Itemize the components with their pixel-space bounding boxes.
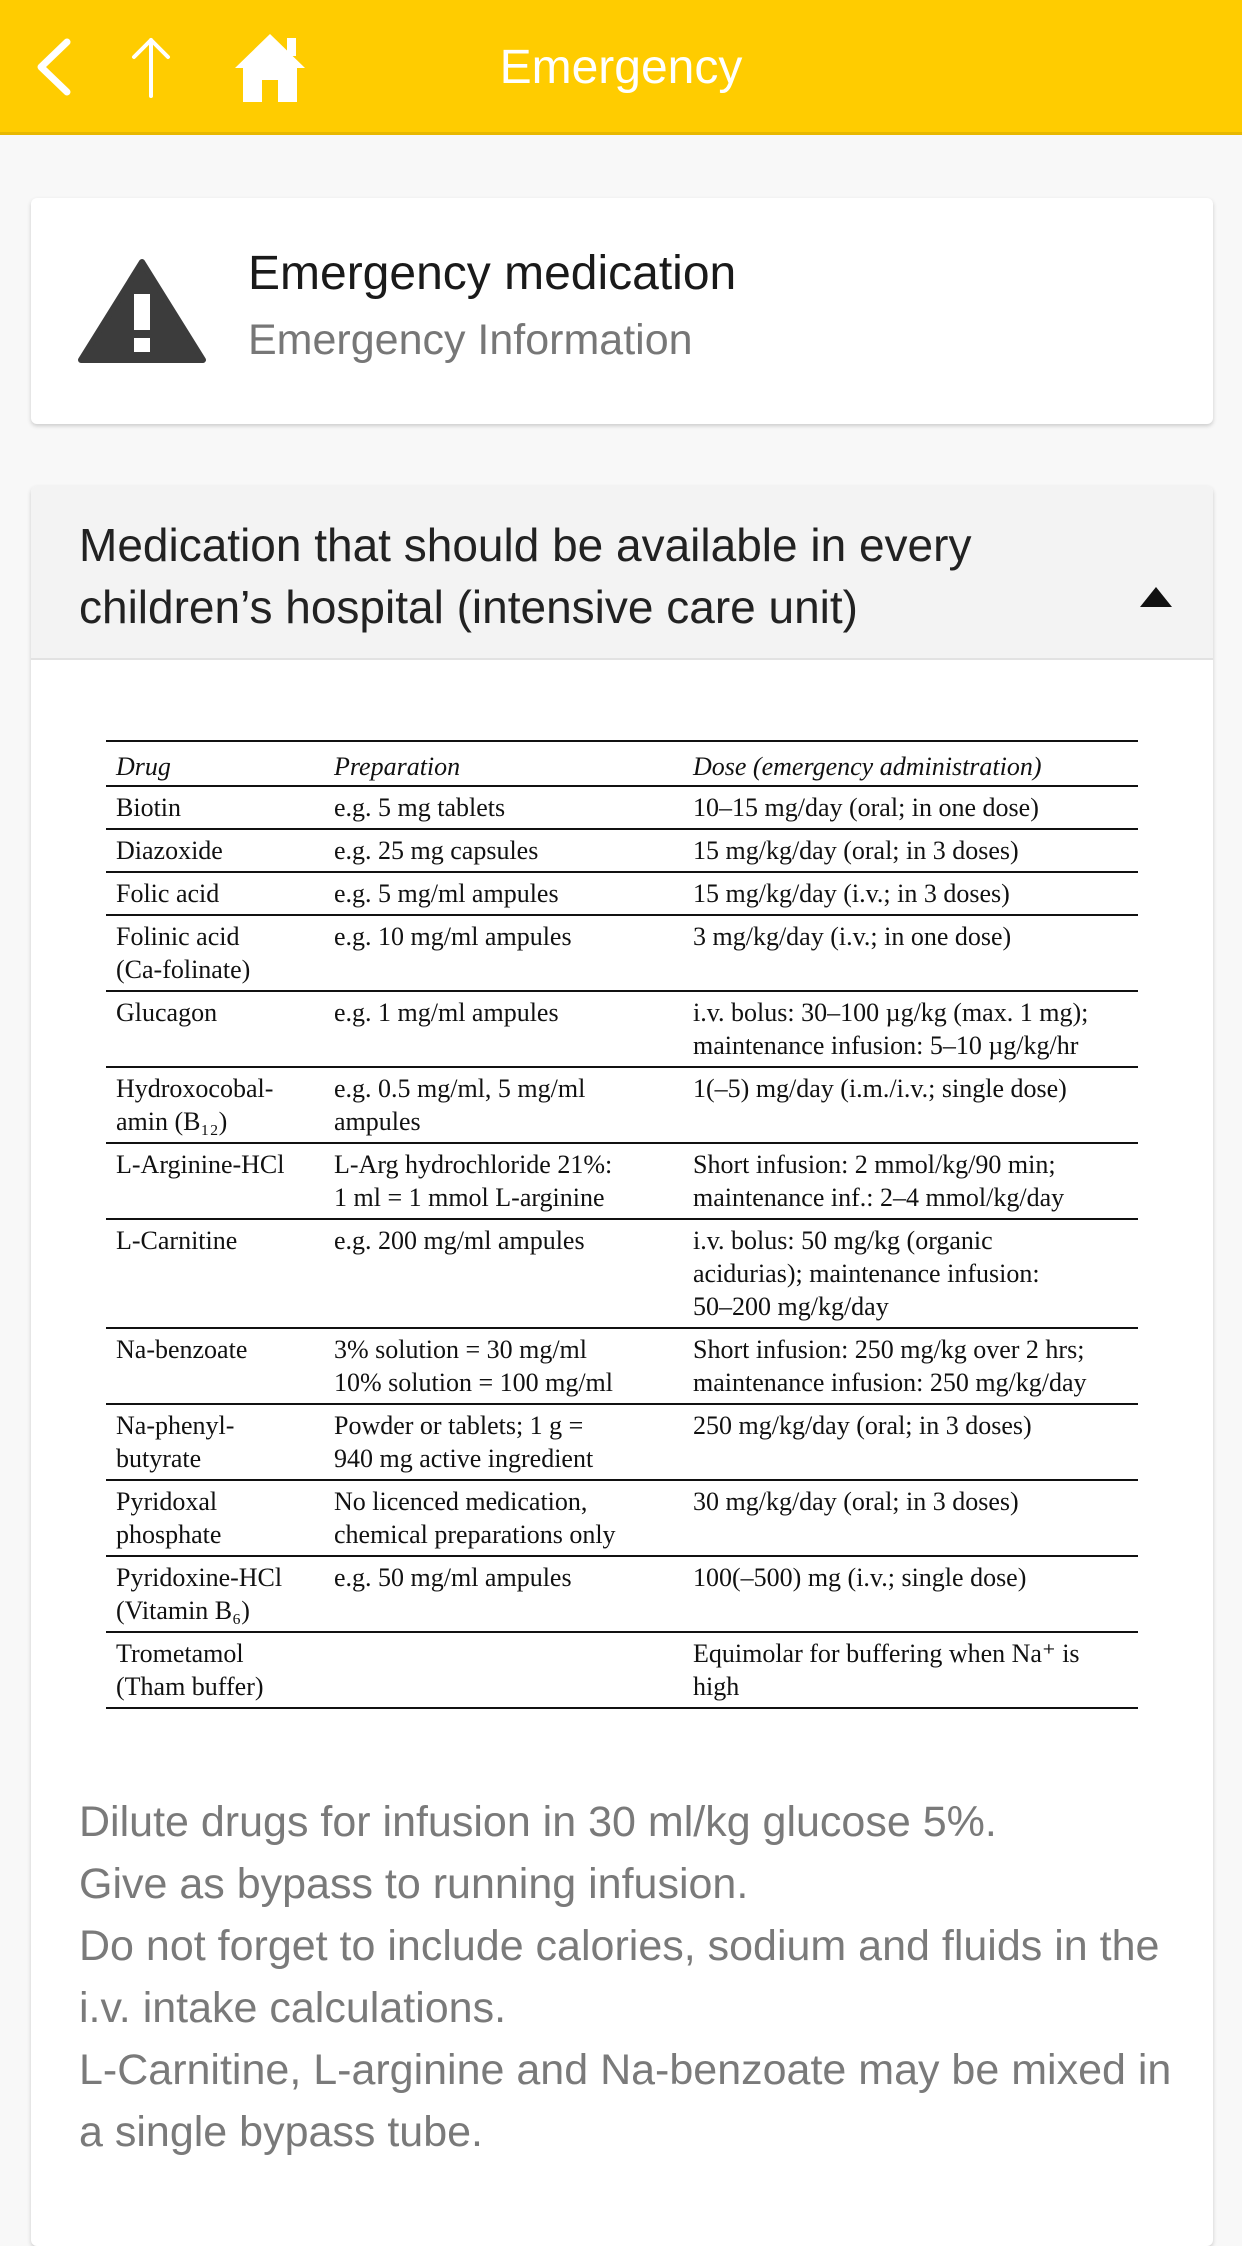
dose-cell: Equimolar for buffering when Na⁺ is high <box>693 1639 1080 1701</box>
preparation-cell: e.g. 5 mg tablets <box>324 786 683 829</box>
table-row <box>106 991 1138 1067</box>
dose-cell: 10–15 mg/day (oral; in one dose) <box>683 786 1138 829</box>
arrow-up-icon <box>126 34 176 100</box>
drug-cell: Na-phenyl- butyrate <box>106 1404 324 1480</box>
infusion-notes <box>79 1791 1179 2163</box>
table-row <box>106 1219 1138 1328</box>
card-title: Emergency medication <box>248 247 737 300</box>
drug-cell: L-Carnitine <box>106 1219 324 1328</box>
page-title: Emergency <box>499 41 743 94</box>
table-row <box>106 1480 1138 1556</box>
table-row <box>106 786 1138 829</box>
preparation-cell <box>324 1632 683 1708</box>
note-line: Do not forget to include calories, sodium and fluids in the i.v. intake calculations. <box>79 1922 1160 2032</box>
note-line: Dilute drugs for infusion in 30 ml/kg glucose 5%. <box>79 1798 997 1846</box>
drug-cell: Folic acid <box>106 872 324 915</box>
card-subtitle: Emergency Information <box>248 316 693 364</box>
table-row <box>106 1404 1138 1480</box>
preparation-cell: No licenced medication, chemical preparations only <box>324 1480 683 1556</box>
preparation-cell: e.g. 25 mg capsules <box>324 829 683 872</box>
table-row <box>106 915 1138 991</box>
header-drug: Drug <box>106 741 324 786</box>
drug-cell: Diazoxide <box>106 829 324 872</box>
drug-cell: Folinic acid (Ca-folinate) <box>106 915 324 991</box>
note-line: Give as bypass to running infusion. <box>79 1860 749 1908</box>
dose-cell: Short infusion: 250 mg/kg over 2 hrs; maintenance infusion: 250 mg/kg/day <box>683 1328 1138 1404</box>
table-row <box>106 1556 1138 1632</box>
table-row <box>106 1632 1138 1708</box>
preparation-cell: L-Arg hydrochloride 21%: 1 ml = 1 mmol L-arginine <box>324 1143 683 1219</box>
dose-cell: 15 mg/kg/day (i.v.; in 3 doses) <box>683 872 1138 915</box>
dose-cell: i.v. bolus: 50 mg/kg (organic acidurias); maintenance infusion: 50–200 mg/kg/day <box>683 1219 1138 1328</box>
table-row <box>106 829 1138 872</box>
preparation-cell: e.g. 0.5 mg/ml, 5 mg/ml ampules <box>324 1067 683 1143</box>
table-row <box>106 1328 1138 1404</box>
preparation-cell: e.g. 50 mg/ml ampules <box>324 1556 683 1632</box>
dose-cell: 3 mg/kg/day (i.v.; in one dose) <box>683 915 1138 991</box>
back-button[interactable] <box>18 22 88 112</box>
table-row <box>106 1143 1138 1219</box>
header-preparation: Preparation <box>324 741 683 786</box>
drug-cell: Trometamol (Tham buffer) <box>116 1639 264 1701</box>
dose-cell: 100(–500) mg (i.v.; single dose) <box>683 1556 1138 1632</box>
table-header-row <box>106 741 1138 786</box>
drug-cell: Na-benzoate <box>106 1328 324 1404</box>
drug-cell: Pyridoxine-HCl (Vitamin B₆) <box>106 1556 324 1632</box>
preparation-cell: 3% solution = 30 mg/ml 10% solution = 100 mg/ml <box>324 1328 683 1404</box>
dose-cell: 1(–5) mg/day (i.m./i.v.; single dose) <box>683 1067 1138 1143</box>
dose-cell: Short infusion: 2 mmol/kg/90 min; maintenance inf.: 2–4 mmol/kg/day <box>683 1143 1138 1219</box>
triangle-up-icon[interactable] <box>1139 586 1173 608</box>
emergency-header-card <box>31 198 1213 424</box>
drug-cell: Hydroxocobal- amin (B₁₂) <box>106 1067 324 1143</box>
preparation-cell: e.g. 200 mg/ml ampules <box>324 1219 683 1328</box>
dose-cell: 15 mg/kg/day (oral; in 3 doses) <box>683 829 1138 872</box>
home-button[interactable] <box>228 22 312 112</box>
drug-cell: Pyridoxal phosphate <box>106 1480 324 1556</box>
dose-cell: i.v. bolus: 30–100 µg/kg (max. 1 mg); maintenance infusion: 5–10 µg/kg/hr <box>683 991 1138 1067</box>
header-dose: Dose (emergency administration) <box>683 741 1138 786</box>
preparation-cell: e.g. 10 mg/ml ampules <box>324 915 683 991</box>
home-icon <box>231 28 309 106</box>
section-title: Medication that should be available in every children’s hospital (intensive care unit) <box>79 519 972 633</box>
up-button[interactable] <box>116 22 186 112</box>
medication-table <box>106 740 1138 1709</box>
chevron-left-icon <box>31 36 75 98</box>
preparation-cell: e.g. 5 mg/ml ampules <box>324 872 683 915</box>
preparation-cell: e.g. 1 mg/ml ampules <box>324 991 683 1067</box>
note-line: L-Carnitine, L-arginine and Na-benzoate may be mixed in a single bypass tube. <box>79 2046 1172 2156</box>
dose-cell: 250 mg/kg/day (oral; in 3 doses) <box>683 1404 1138 1480</box>
table-row <box>106 872 1138 915</box>
preparation-cell: Powder or tablets; 1 g = 940 mg active ingredient <box>324 1404 683 1480</box>
drug-cell: Glucagon <box>106 991 324 1067</box>
drug-cell: Biotin <box>106 786 324 829</box>
warning-icon <box>77 258 207 364</box>
table-row <box>106 1067 1138 1143</box>
medication-section-card <box>31 486 1213 2246</box>
section-header[interactable] <box>31 486 1213 660</box>
top-app-bar <box>0 0 1242 135</box>
drug-cell: L-Arginine-HCl <box>106 1143 324 1219</box>
dose-cell: 30 mg/kg/day (oral; in 3 doses) <box>683 1480 1138 1556</box>
